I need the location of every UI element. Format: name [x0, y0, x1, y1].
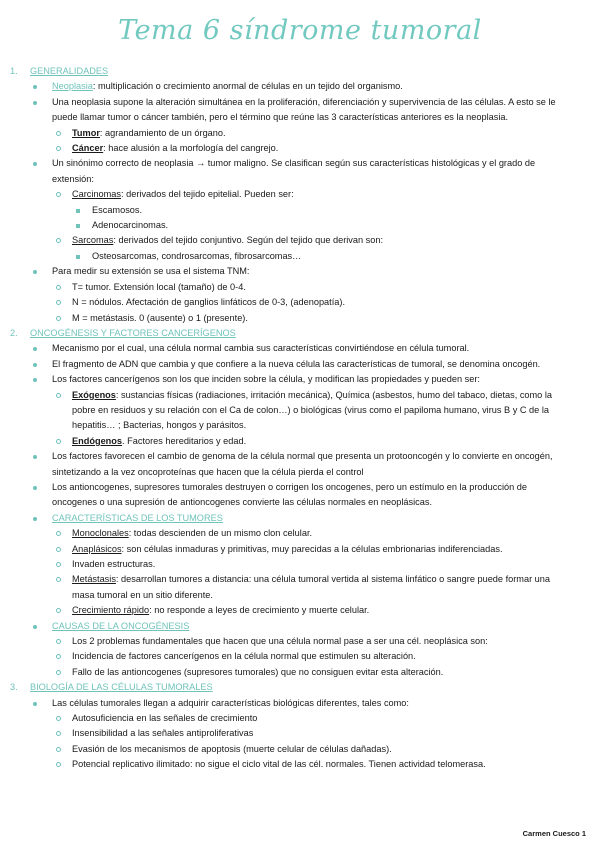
list-item	[0, 572, 600, 603]
item-text: Evasión de los mecanismos de apoptosis (muerte celular de células dañadas).	[72, 743, 392, 754]
subsection-heading-causas	[0, 619, 600, 634]
circle-bullet-icon	[56, 316, 61, 321]
list-item	[0, 449, 600, 480]
circle-bullet-icon	[56, 531, 61, 536]
list-item	[0, 711, 600, 726]
section-heading-oncogenesis	[0, 326, 600, 341]
list-item	[0, 79, 600, 94]
square-bullet-icon	[76, 224, 80, 228]
term: Sarcomas	[72, 235, 114, 246]
page-footer: Carmen Cuesco 1	[522, 829, 586, 838]
definition: : sustancias físicas (radiaciones, irritación mecánica), Química (asbestos, humo del tabaco, dietas, como la pobre en residuos y su relación con el Ca de colon…) o biológicas (virus como el papiloma humano, virus B y C de la hepatitis… ; Bacterias, hongos y parásitos.	[72, 389, 552, 431]
list-item	[0, 311, 600, 326]
paragraph: Los factores cancerígenos son los que inciden sobre la célula, y modifican las propiedades y pueden ser:	[52, 374, 480, 385]
list-item	[0, 665, 600, 680]
paragraph: Los antioncogenes, supresores tumorales destruyen o corrigen los oncogenes, pero un estímulo en la producción de oncogenes o una supresión de antioncogenes convierte las células normales en neoplásicas.	[52, 481, 527, 508]
bullet-icon	[33, 162, 37, 166]
section-title: ONCOGÉNESIS Y FACTORES CANCERÍGENOS	[30, 327, 236, 338]
list-item	[0, 203, 600, 218]
section-number: 1.	[10, 66, 18, 76]
definition: : son células inmaduras y primitivas, muy parecidas a la células embrionarias indiferenciadas.	[121, 543, 503, 554]
definition: : derivados del tejido conjuntivo. Según del tejido que derivan son:	[113, 235, 384, 246]
circle-bullet-icon	[56, 393, 61, 398]
item-text: Autosuficiencia en las señales de crecimiento	[72, 713, 258, 724]
term: Tumor	[72, 127, 100, 138]
definition: . Factores hereditarios y edad.	[122, 435, 247, 446]
list-item	[0, 542, 600, 557]
item-text: Osteosarcomas, condrosarcomas, fibrosarcomas…	[92, 250, 302, 261]
list-item	[0, 388, 600, 434]
subsection-title: CARACTERÍSTICAS DE LOS TUMORES	[52, 512, 223, 523]
list-item	[0, 264, 600, 279]
bullet-icon	[33, 486, 37, 490]
square-bullet-icon	[76, 209, 80, 213]
term: Exógenos	[72, 389, 116, 400]
list-item	[0, 218, 600, 233]
term: Anaplásicos	[72, 543, 122, 554]
list-item	[0, 649, 600, 664]
list-item	[0, 526, 600, 541]
item-text: T= tumor. Extensión local (tamaño) de 0-4.	[72, 281, 246, 292]
list-item	[0, 726, 600, 741]
circle-bullet-icon	[56, 670, 61, 675]
bullet-icon	[33, 455, 37, 459]
page-title: Tema 6 síndrome tumoral	[118, 15, 482, 46]
circle-bullet-icon	[56, 731, 61, 736]
item-text: Los 2 problemas fundamentales que hacen que una célula normal pase a ser una cél. neoplásica son:	[72, 636, 488, 647]
term: Neoplasia	[52, 81, 93, 92]
item-text: Fallo de las antioncogenes (supresores tumorales) que no consiguen evitar esta alteración.	[72, 666, 444, 677]
list-item	[0, 357, 600, 372]
item-text: Insensibilidad a las señales antiproliferativas	[72, 728, 254, 739]
circle-bullet-icon	[56, 577, 61, 582]
paragraph: Las células tumorales llegan a adquirir características biológicas diferentes, tales como:	[52, 697, 409, 708]
list-item	[0, 126, 600, 141]
list-item	[0, 603, 600, 618]
list-item	[0, 434, 600, 449]
paragraph: Los factores favorecen el cambio de genoma de la célula normal que presenta un protooncogén y lo convierte en oncogén, sintetizando a la vez oncoproteínas que hacen que la célula pierda el control	[52, 451, 553, 477]
bullet-icon	[33, 363, 37, 367]
definition: : no responde a leyes de crecimiento y muerte celular.	[149, 605, 370, 616]
square-bullet-icon	[76, 255, 80, 259]
circle-bullet-icon	[56, 300, 61, 305]
term: Carcinomas	[72, 189, 122, 200]
bullet-icon	[33, 270, 37, 274]
item-text: M = metástasis. 0 (ausente) o 1 (presente).	[72, 312, 248, 323]
circle-bullet-icon	[56, 716, 61, 721]
term: Metástasis	[72, 574, 116, 585]
bullet-icon	[33, 625, 37, 629]
item-text: Potencial replicativo ilimitado: no sigue el ciclo vital de las cél. normales. Tienen actividad telomerasa.	[72, 759, 486, 770]
paragraph: Mecanismo por el cual, una célula normal cambia sus características convirtiéndose en célula tumoral.	[52, 343, 470, 354]
term: Monoclonales	[72, 528, 129, 539]
section-heading-biologia	[0, 680, 600, 695]
item-text: Invaden estructuras.	[72, 559, 156, 569]
list-item	[0, 341, 600, 356]
bullet-icon	[33, 347, 37, 351]
list-item	[0, 233, 600, 248]
circle-bullet-icon	[56, 654, 61, 659]
subsection-heading-caracteristicas	[0, 511, 600, 526]
circle-bullet-icon	[56, 285, 61, 290]
list-item	[0, 696, 600, 711]
bullet-icon	[33, 702, 37, 706]
list-item	[0, 295, 600, 310]
bullet-icon	[33, 517, 37, 521]
bullet-icon	[33, 378, 37, 382]
list-item	[0, 187, 600, 202]
paragraph: Una neoplasia supone la alteración simultánea en la proliferación, diferenciación y supervivencia de las células. A esto se le puede llamar tumor o cáncer también, pero el término que reúne las 3 características anteriores es la neoplasia.	[52, 96, 556, 123]
definition: : multiplicación o crecimiento anormal de células en un tejido del organismo.	[92, 81, 403, 92]
list-item	[0, 372, 600, 387]
term: Endógenos	[72, 435, 123, 446]
list-item	[0, 249, 600, 264]
bullet-icon	[33, 101, 37, 105]
bullet-icon	[33, 85, 37, 89]
item-text: Escamosos.	[92, 204, 143, 215]
section-number: 2.	[10, 327, 18, 338]
section-title: GENERALIDADES	[30, 66, 109, 76]
paragraph: El fragmento de ADN que cambia y que confiere a la nueva célula las características de tumoral, se denomina oncogén.	[52, 358, 541, 369]
list-item	[0, 95, 600, 126]
term: Cáncer	[72, 143, 104, 154]
circle-bullet-icon	[56, 639, 61, 644]
list-item	[0, 156, 600, 187]
circle-bullet-icon	[56, 762, 61, 767]
circle-bullet-icon	[56, 547, 61, 552]
definition: : agrandamiento de un órgano.	[99, 127, 226, 138]
item-text: N = nódulos. Afectación de ganglios linfáticos de 0-3, (adenopatía).	[72, 297, 345, 308]
section-heading-generalidades	[0, 64, 600, 79]
item-text: Adenocarcinomas.	[92, 220, 169, 231]
list-item	[0, 742, 600, 757]
item-text: Incidencia de factores cancerígenos en la célula normal que estimulen su alteración.	[72, 651, 416, 662]
list-item	[0, 141, 600, 156]
circle-bullet-icon	[56, 608, 61, 613]
circle-bullet-icon	[56, 146, 61, 151]
definition: : desarrollan tumores a distancia: una célula tumoral vertida al sistema linfático o sangre puede formar una masa tumoral en un sitio diferente.	[72, 574, 551, 600]
list-item	[0, 480, 600, 511]
list-item	[0, 634, 600, 649]
circle-bullet-icon	[56, 439, 61, 444]
circle-bullet-icon	[56, 192, 61, 197]
list-item	[0, 557, 600, 572]
document-body	[0, 64, 600, 773]
circle-bullet-icon	[56, 238, 61, 243]
list-item	[0, 757, 600, 772]
paragraph: Un sinónimo correcto de neoplasia → tumor maligno. Se clasifican según sus características histológicas y el grado de extensión:	[52, 158, 536, 184]
paragraph: Para medir su extensión se usa el sistema TNM:	[52, 266, 250, 277]
section-title: BIOLOGÍA DE LAS CÉLULAS TUMORALES	[30, 682, 213, 693]
subsection-title: CAUSAS DE LA ONCOGÉNESIS	[52, 620, 190, 631]
definition: : hace alusión a la morfología del cangrejo.	[103, 143, 279, 154]
circle-bullet-icon	[56, 131, 61, 136]
section-number: 3.	[10, 682, 18, 693]
list-item	[0, 280, 600, 295]
term: Crecimiento rápido	[72, 605, 150, 616]
circle-bullet-icon	[56, 747, 61, 752]
circle-bullet-icon	[56, 562, 61, 567]
definition: : derivados del tejido epitelial. Pueden ser:	[121, 189, 294, 200]
definition: : todas descienden de un mismo clon celular.	[128, 528, 313, 539]
